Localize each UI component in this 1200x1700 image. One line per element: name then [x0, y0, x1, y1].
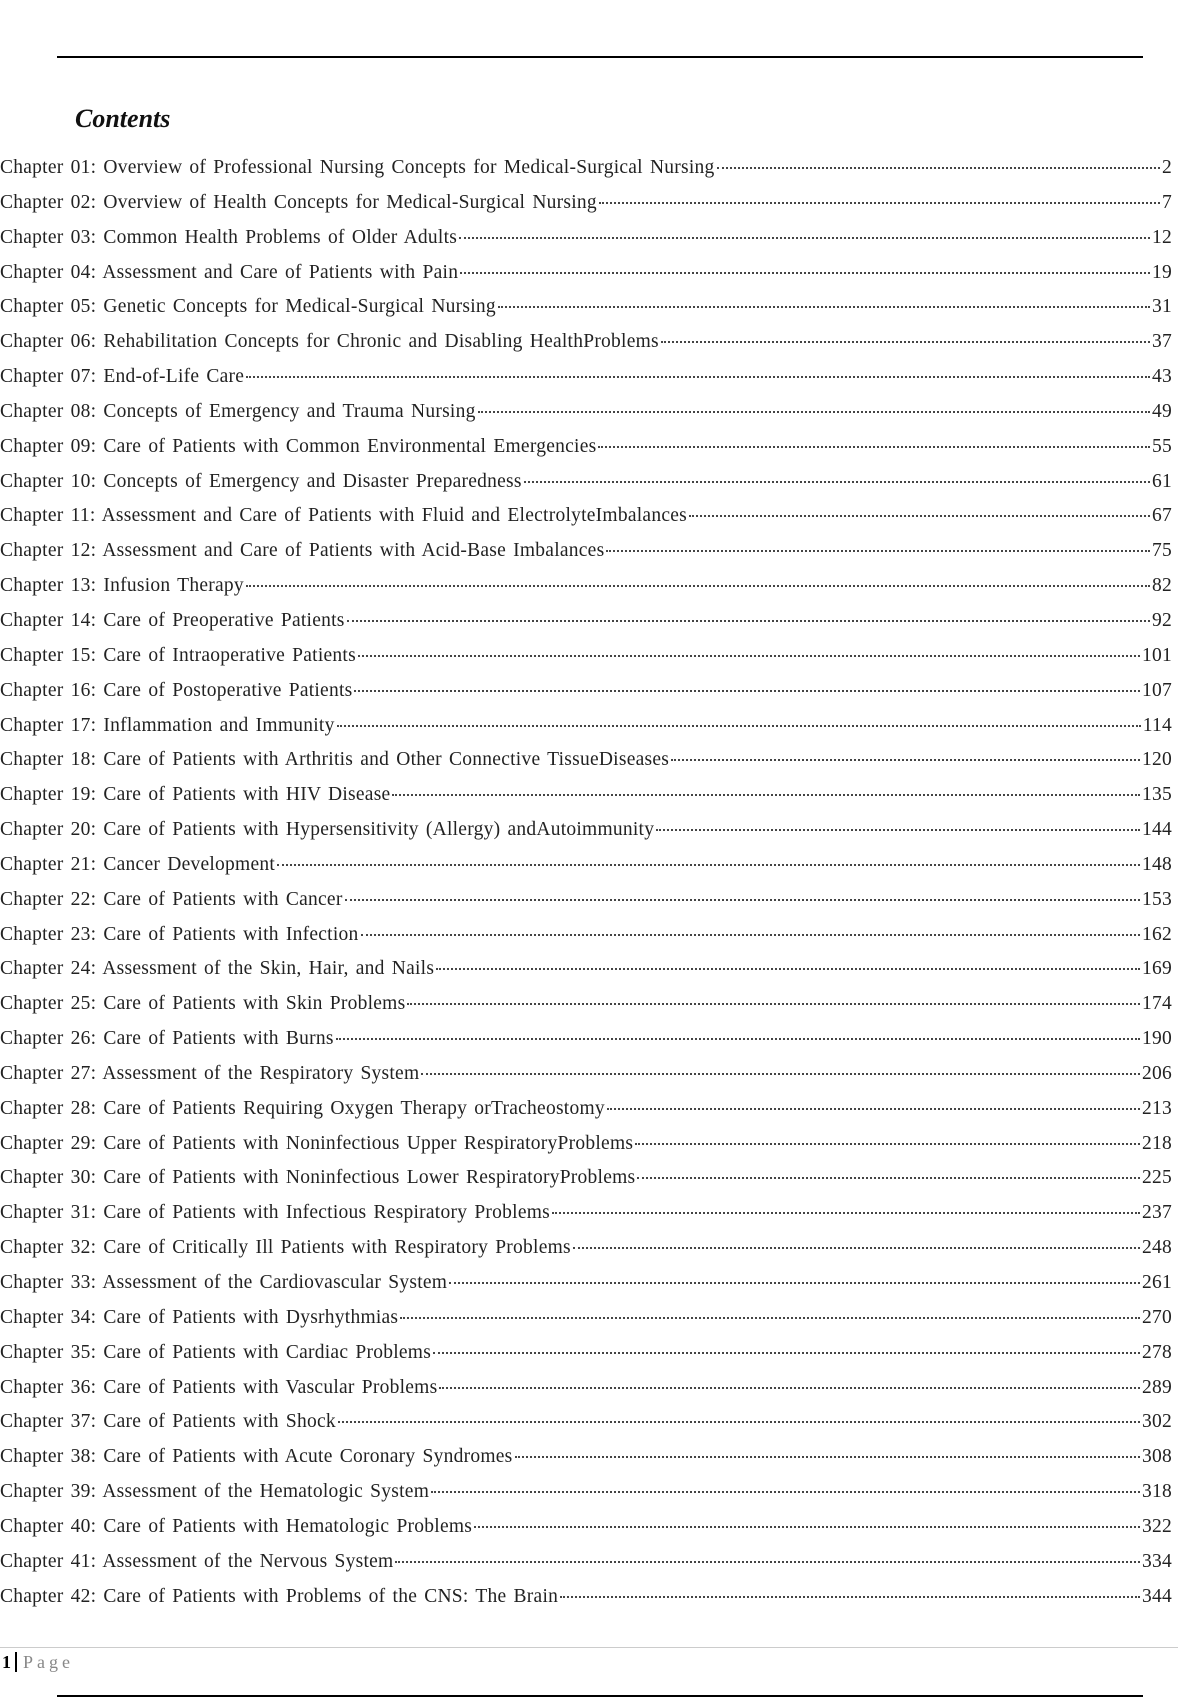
toc-entry-page: 169 [1142, 958, 1172, 980]
toc-entry-page: 144 [1142, 819, 1172, 841]
toc-entry[interactable] [0, 715, 1172, 750]
toc-entry[interactable] [0, 1586, 1172, 1621]
toc-entry-title: Chapter 05: Genetic Concepts for Medical-Surgical Nursing [0, 296, 496, 318]
toc-entry-title: Chapter 34: Care of Patients with Dysrhythmias [0, 1306, 399, 1328]
toc-entry-page: 107 [1142, 679, 1172, 701]
toc-entry-page: 308 [1142, 1446, 1172, 1468]
toc-entry-title: Chapter 30: Care of Patients with Noninfectious Lower RespiratoryProblems [0, 1167, 636, 1189]
toc-entry-page: 120 [1142, 749, 1172, 771]
dot-leader [400, 1317, 1140, 1319]
toc-entry[interactable] [0, 401, 1172, 436]
toc-entry-title: Chapter 26: Care of Patients with Burns [0, 1028, 334, 1050]
toc-entry[interactable] [0, 366, 1172, 401]
toc-entry[interactable] [0, 1446, 1172, 1481]
toc-entry[interactable] [0, 471, 1172, 506]
dot-leader [661, 341, 1150, 343]
toc-entry[interactable] [0, 784, 1172, 819]
dot-leader [656, 829, 1140, 831]
dot-leader [606, 550, 1150, 552]
toc-entry-title: Chapter 01: Overview of Professional Nursing Concepts for Medical-Surgical Nursing [0, 157, 715, 178]
toc-entry-title: Chapter 23: Care of Patients with Infection [0, 923, 359, 945]
dot-leader [246, 376, 1150, 378]
toc-entry[interactable] [0, 436, 1172, 471]
toc-entry-title: Chapter 39: Assessment of the Hematologic System [0, 1481, 430, 1503]
toc-entry-page: 148 [1142, 853, 1172, 875]
toc-entry[interactable] [0, 1028, 1172, 1063]
dot-leader [433, 1352, 1140, 1354]
toc-entry-title: Chapter 28: Care of Patients Requiring Oxygen Therapy orTracheostomy [0, 1097, 605, 1119]
dot-leader [671, 759, 1140, 761]
toc-entry-title: Chapter 09: Care of Patients with Common Environmental Emergencies [0, 435, 597, 457]
toc-entry-title: Chapter 04: Assessment and Care of Patients with Pain [0, 261, 459, 283]
toc-entry[interactable] [0, 993, 1172, 1028]
toc-entry-page: 49 [1152, 400, 1172, 422]
toc-entry-page: 153 [1142, 888, 1172, 910]
toc-entry[interactable] [0, 192, 1172, 227]
toc-entry[interactable] [0, 819, 1172, 854]
page-label: Page [23, 1652, 74, 1672]
dot-leader [338, 1421, 1140, 1423]
toc-entry-title: Chapter 35: Care of Patients with Cardiac Problems [0, 1341, 432, 1363]
toc-entry-page: 237 [1142, 1202, 1172, 1224]
toc-entry-page: 162 [1142, 923, 1172, 945]
dot-leader [439, 1387, 1140, 1389]
header-rule [57, 56, 1143, 58]
toc-entry-page: 101 [1142, 644, 1172, 666]
toc-entry-title: Chapter 31: Care of Patients with Infectious Respiratory Problems [0, 1202, 550, 1224]
toc-entry[interactable] [0, 331, 1172, 366]
toc-entry-title: Chapter 20: Care of Patients with Hypersensitivity (Allergy) andAutoimmunity [0, 819, 655, 841]
toc-entry-page: 43 [1152, 366, 1172, 388]
dot-leader [524, 481, 1150, 483]
page-separator [15, 1652, 17, 1672]
toc-entry[interactable] [0, 680, 1172, 715]
toc-entry-page: 270 [1142, 1306, 1172, 1328]
toc-entry-page: 218 [1142, 1132, 1172, 1154]
dot-leader [358, 655, 1140, 657]
toc-entry[interactable] [0, 1237, 1172, 1272]
toc-entry-title: Chapter 38: Care of Patients with Acute Coronary Syndromes [0, 1446, 513, 1468]
toc-entry[interactable] [0, 575, 1172, 610]
toc-entry[interactable] [0, 1167, 1172, 1202]
toc-entry[interactable] [0, 854, 1172, 889]
toc-entry[interactable] [0, 1551, 1172, 1586]
toc-entry-title: Chapter 10: Concepts of Emergency and Disaster Preparedness [0, 470, 522, 492]
dot-leader [717, 167, 1160, 169]
dot-leader [498, 306, 1150, 308]
toc-entry[interactable] [0, 505, 1172, 540]
toc-entry-title: Chapter 12: Assessment and Care of Patients with Acid-Base Imbalances [0, 540, 605, 562]
toc-entry[interactable] [0, 1063, 1172, 1098]
toc-entry[interactable] [0, 1202, 1172, 1237]
toc-entry-title: Chapter 27: Assessment of the Respiratory System [0, 1062, 420, 1084]
toc-entry-title: Chapter 13: Infusion Therapy [0, 575, 244, 597]
toc-entry-page: 213 [1142, 1097, 1172, 1119]
bottom-rule [57, 1695, 1143, 1697]
dot-leader [474, 1526, 1140, 1528]
page-number: 1 [2, 1652, 11, 1672]
dot-leader [361, 934, 1141, 936]
footer-rule [0, 1647, 1178, 1648]
toc-entry-title: Chapter 08: Concepts of Emergency and Trauma Nursing [0, 400, 476, 422]
toc-entry-title: Chapter 33: Assessment of the Cardiovascular System [0, 1272, 448, 1293]
toc-entry-page: 92 [1152, 609, 1172, 631]
toc-entry[interactable] [0, 1377, 1172, 1412]
dot-leader [460, 272, 1150, 274]
toc-entry-page: 344 [1142, 1585, 1172, 1607]
toc-entry-title: Chapter 24: Assessment of the Skin, Hair, and Nails [0, 958, 435, 980]
toc-entry-page: 248 [1142, 1237, 1172, 1259]
toc-entry[interactable] [0, 749, 1172, 784]
toc-entry-title: Chapter 41: Assessment of the Nervous System [0, 1550, 394, 1572]
dot-leader [515, 1456, 1141, 1458]
dot-leader [607, 1108, 1140, 1110]
toc-entry[interactable] [0, 1481, 1172, 1516]
dot-leader [689, 515, 1150, 517]
table-of-contents [0, 157, 1172, 1620]
dot-leader [347, 620, 1150, 622]
page-footer [2, 1652, 74, 1673]
dot-leader [637, 1177, 1140, 1179]
toc-entry-page: 174 [1142, 993, 1172, 1015]
toc-entry-page: 261 [1142, 1272, 1172, 1293]
dot-leader [336, 1038, 1140, 1040]
toc-entry-page: 7 [1162, 191, 1172, 213]
toc-entry-title: Chapter 03: Common Health Problems of Older Adults [0, 226, 458, 248]
dot-leader [598, 446, 1150, 448]
dot-leader [337, 725, 1141, 727]
dot-leader [478, 411, 1150, 413]
toc-entry-title: Chapter 22: Care of Patients with Cancer [0, 888, 343, 910]
toc-entry[interactable] [0, 924, 1172, 959]
toc-entry-title: Chapter 15: Care of Intraoperative Patients [0, 644, 356, 666]
toc-entry-page: 135 [1142, 784, 1172, 806]
toc-entry-page: 82 [1152, 575, 1172, 597]
dot-leader [246, 585, 1150, 587]
toc-entry-title: Chapter 14: Care of Preoperative Patients [0, 609, 345, 631]
toc-entry-title: Chapter 21: Cancer Development [0, 853, 276, 875]
toc-entry-page: 289 [1142, 1376, 1172, 1398]
toc-entry[interactable] [0, 227, 1172, 262]
dot-leader [599, 202, 1160, 204]
toc-entry-title: Chapter 29: Care of Patients with Noninfectious Upper RespiratoryProblems [0, 1132, 634, 1154]
dot-leader [354, 690, 1140, 692]
toc-entry-title: Chapter 02: Overview of Health Concepts for Medical-Surgical Nursing [0, 191, 597, 213]
dot-leader [421, 1073, 1140, 1075]
dot-leader [392, 794, 1140, 796]
toc-entry-page: 37 [1152, 331, 1172, 353]
toc-entry-page: 322 [1142, 1515, 1172, 1537]
toc-entry-page: 278 [1142, 1341, 1172, 1363]
dot-leader [459, 237, 1150, 239]
toc-entry-page: 318 [1142, 1481, 1172, 1503]
dot-leader [407, 1003, 1140, 1005]
toc-entry-title: Chapter 42: Care of Patients with Problems of the CNS: The Brain [0, 1585, 559, 1607]
dot-leader [552, 1212, 1140, 1214]
toc-entry[interactable] [0, 1133, 1172, 1168]
toc-entry[interactable] [0, 296, 1172, 331]
dot-leader [449, 1282, 1140, 1284]
toc-entry[interactable] [0, 1272, 1172, 1307]
toc-entry[interactable] [0, 1342, 1172, 1377]
toc-entry[interactable] [0, 958, 1172, 993]
toc-entry-title: Chapter 07: End-of-Life Care [0, 366, 245, 388]
toc-entry[interactable] [0, 157, 1172, 192]
toc-entry[interactable] [0, 1516, 1172, 1551]
toc-entry[interactable] [0, 645, 1172, 680]
toc-entry-title: Chapter 16: Care of Postoperative Patients [0, 679, 353, 701]
toc-entry-page: 12 [1152, 226, 1172, 248]
toc-entry-page: 206 [1142, 1062, 1172, 1084]
toc-entry-title: Chapter 32: Care of Critically Ill Patients with Respiratory Problems [0, 1237, 571, 1259]
toc-entry-page: 334 [1142, 1550, 1172, 1572]
toc-entry-page: 19 [1152, 261, 1172, 283]
toc-entry-title: Chapter 19: Care of Patients with HIV Disease [0, 784, 391, 806]
toc-entry-page: 114 [1142, 714, 1172, 736]
toc-entry-page: 302 [1142, 1411, 1172, 1433]
toc-entry-title: Chapter 40: Care of Patients with Hematologic Problems [0, 1515, 473, 1537]
toc-entry-title: Chapter 18: Care of Patients with Arthritis and Other Connective TissueDiseases [0, 749, 670, 771]
dot-leader [560, 1596, 1140, 1598]
toc-entry-title: Chapter 17: Inflammation and Immunity [0, 714, 335, 736]
dot-leader [277, 864, 1140, 866]
toc-entry[interactable] [0, 262, 1172, 297]
toc-entry-page: 225 [1142, 1167, 1172, 1189]
toc-entry[interactable] [0, 540, 1172, 575]
toc-entry-title: Chapter 11: Assessment and Care of Patients with Fluid and ElectrolyteImbalances [0, 505, 687, 527]
toc-entry[interactable] [0, 1307, 1172, 1342]
dot-leader [573, 1247, 1140, 1249]
toc-entry-page: 190 [1142, 1028, 1172, 1050]
toc-entry[interactable] [0, 1098, 1172, 1133]
dot-leader [345, 899, 1140, 901]
toc-entry[interactable] [0, 610, 1172, 645]
dot-leader [635, 1143, 1140, 1145]
toc-entry-page: 61 [1152, 470, 1172, 492]
toc-entry-title: Chapter 25: Care of Patients with Skin Problems [0, 993, 406, 1015]
toc-entry-page: 31 [1152, 296, 1172, 318]
dot-leader [431, 1491, 1140, 1493]
dot-leader [436, 968, 1140, 970]
toc-entry-title: Chapter 37: Care of Patients with Shock [0, 1411, 336, 1433]
contents-heading: Contents [75, 104, 171, 133]
toc-entry-title: Chapter 06: Rehabilitation Concepts for Chronic and Disabling HealthProblems [0, 331, 659, 353]
dot-leader [395, 1561, 1140, 1563]
toc-entry-page: 75 [1152, 540, 1172, 562]
toc-entry[interactable] [0, 889, 1172, 924]
toc-entry-page: 2 [1162, 157, 1172, 178]
toc-entry-title: Chapter 36: Care of Patients with Vascular Problems [0, 1376, 438, 1398]
toc-entry-page: 67 [1152, 505, 1172, 527]
toc-entry-page: 55 [1152, 435, 1172, 457]
toc-entry[interactable] [0, 1411, 1172, 1446]
